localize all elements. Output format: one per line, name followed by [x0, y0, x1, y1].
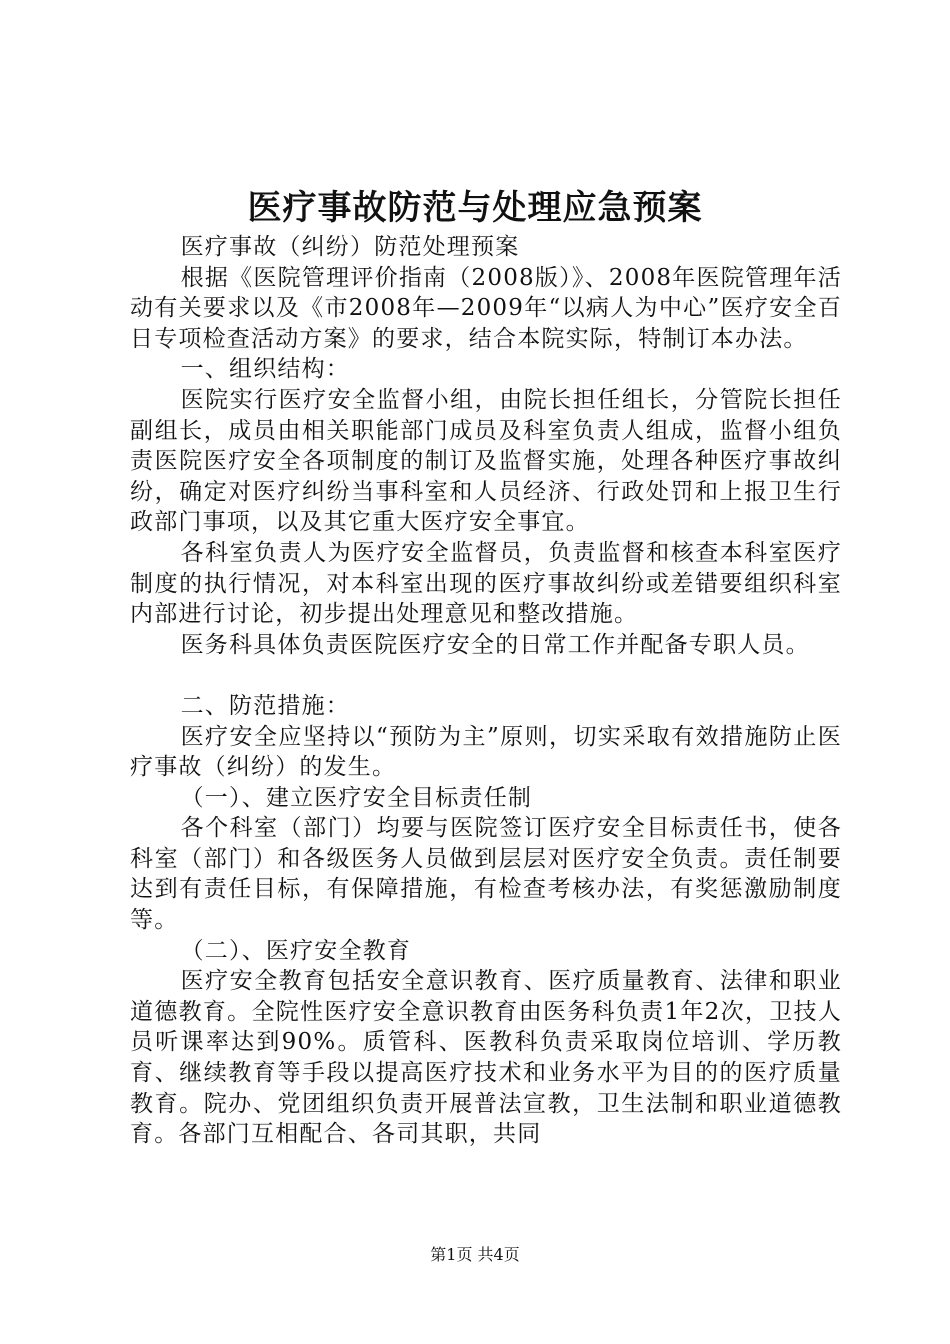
paragraph-prevention-principle: 医疗安全应坚持以“预防为主”原则，切实采取有效措施防止医疗事故（纠纷）的发生。: [130, 723, 842, 781]
paragraph-education: 医疗安全教育包括安全意识教育、医疗质量教育、法律和职业道德教育。全院性医疗安全意识教育由医务科负责1年2次，卫技人员听课率达到90%。质管科、医教科负责采取岗位培训、学历教育、继续教育等手段以提高医疗技术和业务水平为目的的医疗质量教育。院办、党团组织负责开展普法宣教，卫生法制和职业道德教育。各部门互相配合、各司其职，共同: [130, 968, 842, 1148]
paragraph-supervision-group: 医院实行医疗安全监督小组，由院长担任组长，分管院长担任副组长，成员由相关职能部门成员及科室负责人组成，监督小组负责医院医疗安全各项制度的制订及监督实施，处理各种医疗事故纠纷，确定对医疗纠纷当事科室和人员经济、行政处罚和上报卫生行政部门事项，以及其它重大医疗安全事宜。: [130, 386, 842, 536]
paragraph-responsibility: 各个科室（部门）均要与医院签订医疗安全目标责任书，使各科室（部门）和各级医务人员做到层层对医疗安全负责。责任制要达到有责任目标，有保障措施，有检查考核办法，有奖惩激励制度等。: [130, 815, 842, 934]
paragraph-basis: 根据《医院管理评价指南（2008版）》、2008年医院管理年活动有关要求以及《市2008年—2009年“以病人为中心”医疗安全百日专项检查活动方案》的要求，结合本院实际，特制订本办法。: [130, 264, 842, 352]
paragraph-department-heads: 各科室负责人为医疗安全监督员，负责监督和核查本科室医疗制度的执行情况，对本科室出现的医疗事故纠纷或差错要组织科室内部进行讨论，初步提出处理意见和整改措施。: [130, 539, 842, 628]
subheading-responsibility: （一）、建立医疗安全目标责任制: [180, 784, 533, 811]
page-number: 第1页 共4页: [430, 1245, 520, 1264]
subheading-education: （二）、医疗安全教育: [180, 937, 412, 964]
blank-line: [130, 660, 842, 691]
heading-prevention: 二、防范措施：: [180, 692, 350, 719]
heading-organization: 一、组织结构：: [180, 356, 350, 383]
paragraph-medical-affairs: 医务科具体负责医院医疗安全的日常工作并配备专职人员。: [180, 631, 810, 658]
paragraph-subtitle: 医疗事故（纠纷）防范处理预案: [180, 234, 520, 260]
document-title: 医疗事故防范与处理应急预案: [247, 188, 703, 228]
document-body: [130, 232, 842, 1150]
